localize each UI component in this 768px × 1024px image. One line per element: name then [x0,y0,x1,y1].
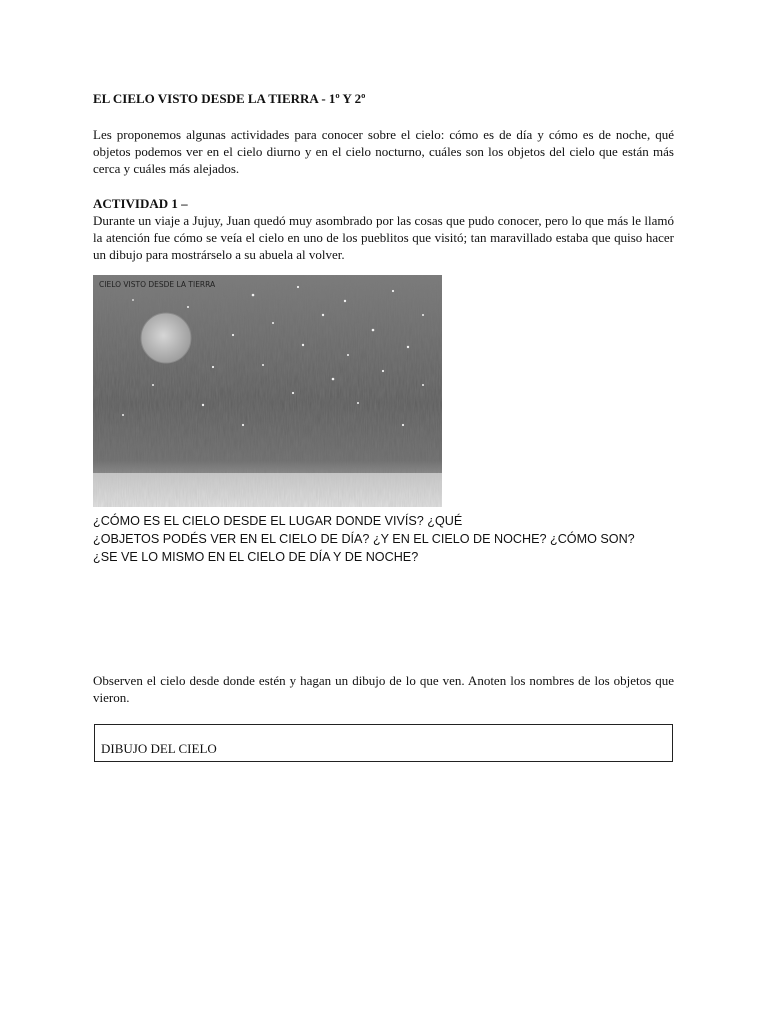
questions-block [93,512,683,566]
question-line: ¿CÓMO ES EL CIELO DESDE EL LUGAR DONDE VIVÍS? ¿QUÉ [93,514,463,528]
drawing-caption: CIELO VISTO DESDE LA TIERRA [99,280,216,289]
pencil-drawing-icon [93,275,442,507]
activity-heading: ACTIVIDAD 1 – [93,196,188,211]
drawing-box-label: DIBUJO DEL CIELO [101,741,217,756]
observe-paragraph: Observen el cielo desde donde estén y hagan un dibujo de lo que ven. Anoten los nombres de los objetos que vieron. [93,673,674,705]
document-title: EL CIELO VISTO DESDE LA TIERRA - 1º Y 2º [93,91,366,106]
intro-paragraph: Les proponemos algunas actividades para conocer sobre el cielo: cómo es de día y cómo es de noche, qué objetos podemos ver en el cielo diurno y en el cielo nocturno, cuáles son los objetos del cielo que están más cerca y cuáles más alejados. [93,127,674,176]
activity-paragraph: Durante un viaje a Jujuy, Juan quedó muy asombrado por las cosas que pudo conocer, pero lo que más le llamó la atención fue cómo se veía el cielo en uno de los pueblitos que visitó; tan maravillado estaba que quiso hacer un dibujo para mostrárselo a su abuela al volver. [93,213,674,262]
question-line: ¿SE VE LO MISMO EN EL CIELO DE DÍA Y DE NOCHE? [93,550,419,564]
drawing-box [94,724,673,762]
question-line: ¿OBJETOS PODÉS VER EN EL CIELO DE DÍA? ¿Y EN EL CIELO DE NOCHE? ¿CÓMO SON? [93,532,635,546]
night-sky-drawing [93,275,442,507]
